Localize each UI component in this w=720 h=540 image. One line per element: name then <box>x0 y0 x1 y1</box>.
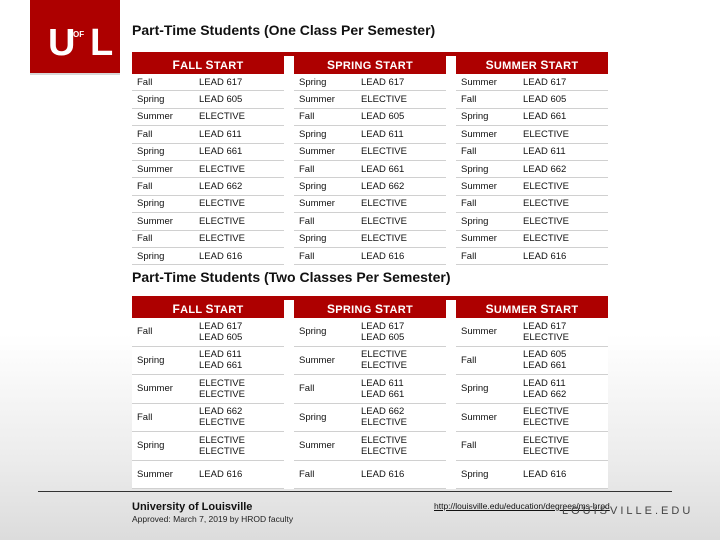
semester-cell: Summer <box>461 411 497 423</box>
course-code: LEAD 616 <box>361 468 405 480</box>
schedule-column <box>456 56 608 265</box>
column-header <box>132 56 284 74</box>
column-gap <box>446 300 456 489</box>
course-code: ELECTIVE <box>199 445 245 457</box>
course-code: LEAD 616 <box>523 250 567 262</box>
table-row <box>456 109 608 126</box>
table-row <box>294 347 446 376</box>
course-code: ELECTIVE <box>199 377 245 389</box>
course-code: LEAD 605 <box>361 111 405 123</box>
semester-cell: Fall <box>299 111 315 123</box>
course-code: LEAD 605 <box>523 349 567 361</box>
semester-cell: Spring <box>137 354 165 366</box>
course-cell <box>195 349 284 371</box>
semester-cell: Summer <box>461 326 497 338</box>
course-cell <box>195 406 284 428</box>
course-code: LEAD 617 <box>523 320 567 332</box>
course-cell <box>519 349 608 371</box>
semester-cell: Fall <box>137 181 153 193</box>
course-cell <box>195 435 284 457</box>
schedule-grid-one-class <box>132 52 608 265</box>
table-row <box>456 461 608 490</box>
column-header-text: TART <box>383 60 414 72</box>
course-cell <box>357 94 446 105</box>
course-cell <box>195 164 284 175</box>
course-cell <box>357 378 446 400</box>
course-code: LEAD 662 <box>361 181 405 193</box>
footer-program-link[interactable]: http://louisville.edu/education/degrees/ms-hrod <box>434 501 610 511</box>
column-header-text: ALL <box>180 304 206 316</box>
semester-cell: Fall <box>137 128 153 140</box>
column-header <box>456 56 608 74</box>
course-code: LEAD 662 <box>361 406 405 418</box>
semester-cell: Fall <box>137 411 153 423</box>
course-cell <box>357 198 446 209</box>
table-row <box>456 74 608 91</box>
semester-cell: Fall <box>461 198 477 210</box>
section-title-one-class: Part-Time Students (One Class Per Semester) <box>132 22 436 38</box>
semester-cell: Spring <box>299 326 327 338</box>
course-code: ELECTIVE <box>361 233 407 245</box>
semester-cell: Fall <box>461 94 477 106</box>
semester-cell: Summer <box>461 181 497 193</box>
semester-cell: Spring <box>137 440 165 452</box>
course-cell <box>519 233 608 244</box>
semester-cell: Spring <box>137 198 165 210</box>
course-cell <box>357 77 446 88</box>
semester-cell: Fall <box>137 76 153 88</box>
column-header-text: S <box>205 302 214 316</box>
course-cell <box>195 129 284 140</box>
column-header-text: S <box>205 58 214 72</box>
table-row <box>132 461 284 490</box>
course-cell <box>195 469 284 480</box>
semester-cell: Spring <box>299 233 327 245</box>
column-gap <box>284 300 294 489</box>
course-cell <box>519 216 608 227</box>
semester-cell: Summer <box>461 233 497 245</box>
course-code: LEAD 616 <box>199 250 243 262</box>
course-cell <box>195 216 284 227</box>
table-row <box>456 161 608 178</box>
course-code: LEAD 611 <box>361 128 404 140</box>
course-code: ELECTIVE <box>361 215 407 227</box>
course-code: LEAD 661 <box>361 163 405 175</box>
semester-cell: Summer <box>299 146 335 158</box>
course-code: LEAD 661 <box>199 360 243 372</box>
column-header-text: S <box>374 58 384 72</box>
table-row <box>294 144 446 161</box>
semester-cell: Spring <box>137 250 165 262</box>
table-row <box>456 231 608 248</box>
course-cell <box>357 129 446 140</box>
footer-brand: LOUISVILLE.EDU <box>562 505 694 517</box>
semester-cell: Fall <box>137 233 153 245</box>
semester-cell: Summer <box>137 468 173 480</box>
table-row <box>132 178 284 195</box>
column-header-text: S <box>326 302 336 316</box>
column-header-text: F <box>172 58 181 72</box>
column-header-text: TART <box>213 304 244 316</box>
table-row <box>132 404 284 433</box>
logo-letter-u: U <box>48 22 74 64</box>
table-row <box>294 109 446 126</box>
footer-divider <box>38 491 672 492</box>
logo-letter-l: L <box>90 22 114 64</box>
course-code: LEAD 616 <box>361 250 405 262</box>
course-code: ELECTIVE <box>523 128 569 140</box>
course-cell <box>519 469 608 480</box>
semester-cell: Summer <box>137 215 173 227</box>
column-header-text: TART <box>548 60 579 72</box>
schedule-column <box>456 300 608 489</box>
table-row <box>294 213 446 230</box>
table-row <box>294 178 446 195</box>
column-header-text: PRING <box>335 304 375 316</box>
course-cell <box>519 77 608 88</box>
column-header <box>456 300 608 318</box>
university-logo <box>30 0 120 73</box>
course-code: ELECTIVE <box>523 233 569 245</box>
course-code: LEAD 611 <box>199 128 242 140</box>
semester-cell: Fall <box>461 250 477 262</box>
semester-cell: Spring <box>299 128 327 140</box>
course-cell <box>519 435 608 457</box>
semester-cell: Summer <box>137 383 173 395</box>
course-cell <box>195 198 284 209</box>
semester-cell: Summer <box>299 354 335 366</box>
course-code: ELECTIVE <box>523 406 569 418</box>
course-cell <box>519 321 608 343</box>
course-cell <box>195 251 284 262</box>
course-cell <box>519 198 608 209</box>
semester-cell: Spring <box>137 146 165 158</box>
table-row <box>456 91 608 108</box>
course-code: ELECTIVE <box>361 434 407 446</box>
table-row <box>132 318 284 347</box>
schedule-column <box>132 300 284 489</box>
course-code: LEAD 617 <box>199 76 243 88</box>
course-cell <box>357 349 446 371</box>
course-code: LEAD 662 <box>523 388 567 400</box>
footer-approved-note: Approved: March 7, 2019 by HROD faculty <box>132 514 294 524</box>
logo-underline <box>30 73 120 75</box>
table-row <box>132 248 284 265</box>
course-cell <box>357 181 446 192</box>
course-code: ELECTIVE <box>523 198 569 210</box>
table-row <box>456 126 608 143</box>
semester-cell: Fall <box>137 326 153 338</box>
semester-cell: Fall <box>461 440 477 452</box>
section-title-two-classes: Part-Time Students (Two Classes Per Semester) <box>132 269 451 285</box>
semester-cell: Spring <box>461 111 489 123</box>
semester-cell: Summer <box>461 128 497 140</box>
course-code: LEAD 662 <box>199 181 243 193</box>
course-cell <box>195 77 284 88</box>
course-code: LEAD 661 <box>199 146 243 158</box>
course-cell <box>519 111 608 122</box>
course-cell <box>519 378 608 400</box>
course-code: LEAD 611 <box>523 146 566 158</box>
table-row <box>294 404 446 433</box>
column-header-text: ALL <box>180 60 206 72</box>
course-cell <box>195 94 284 105</box>
course-code: ELECTIVE <box>199 198 245 210</box>
schedule-column <box>294 56 446 265</box>
course-code: ELECTIVE <box>361 360 407 372</box>
schedule-grid-two-classes <box>132 296 608 489</box>
semester-cell: Fall <box>299 250 315 262</box>
course-code: ELECTIVE <box>523 417 569 429</box>
semester-cell: Spring <box>299 411 327 423</box>
semester-cell: Spring <box>461 215 489 227</box>
course-code: ELECTIVE <box>361 417 407 429</box>
course-code: LEAD 605 <box>199 94 243 106</box>
table-row <box>294 461 446 490</box>
column-header-text: S <box>540 58 549 72</box>
table-row <box>132 213 284 230</box>
course-code: LEAD 617 <box>361 76 405 88</box>
column-header-text: S <box>374 302 384 316</box>
column-gap <box>284 56 294 265</box>
column-gap <box>446 56 456 265</box>
course-code: LEAD 611 <box>523 377 566 389</box>
table-row <box>294 432 446 461</box>
course-cell <box>519 146 608 157</box>
course-code: ELECTIVE <box>199 111 245 123</box>
course-code: LEAD 661 <box>361 388 405 400</box>
table-row <box>456 144 608 161</box>
course-code: ELECTIVE <box>523 215 569 227</box>
table-row <box>456 375 608 404</box>
course-cell <box>357 233 446 244</box>
table-row <box>294 375 446 404</box>
course-code: ELECTIVE <box>199 215 245 227</box>
course-code: ELECTIVE <box>361 146 407 158</box>
schedule-column <box>294 300 446 489</box>
course-code: ELECTIVE <box>199 233 245 245</box>
course-code: ELECTIVE <box>361 198 407 210</box>
semester-cell: Spring <box>461 163 489 175</box>
table-row <box>456 404 608 433</box>
course-cell <box>519 164 608 175</box>
course-code: LEAD 661 <box>523 111 567 123</box>
semester-cell: Fall <box>299 163 315 175</box>
course-code: LEAD 605 <box>199 331 243 343</box>
column-header-text: UMMER <box>493 304 541 316</box>
course-code: LEAD 617 <box>199 320 243 332</box>
course-code: LEAD 617 <box>361 320 405 332</box>
column-header-text: PRING <box>335 60 375 72</box>
table-row <box>294 318 446 347</box>
table-row <box>132 126 284 143</box>
semester-cell: Fall <box>461 146 477 158</box>
course-cell <box>357 146 446 157</box>
course-cell <box>357 406 446 428</box>
table-row <box>132 144 284 161</box>
table-row <box>294 248 446 265</box>
column-header-text: TART <box>213 60 244 72</box>
course-code: LEAD 617 <box>523 76 567 88</box>
course-cell <box>519 129 608 140</box>
course-code: LEAD 661 <box>523 360 567 372</box>
column-header-text: S <box>326 58 336 72</box>
course-cell <box>519 181 608 192</box>
semester-cell: Spring <box>461 383 489 395</box>
column-header-text: TART <box>383 304 414 316</box>
column-header-text: F <box>172 302 181 316</box>
course-code: ELECTIVE <box>361 94 407 106</box>
course-cell <box>357 435 446 457</box>
course-code: ELECTIVE <box>199 434 245 446</box>
table-row <box>132 231 284 248</box>
schedule-column <box>132 56 284 265</box>
course-cell <box>357 321 446 343</box>
table-row <box>132 91 284 108</box>
semester-cell: Spring <box>137 94 165 106</box>
course-code: LEAD 605 <box>361 331 405 343</box>
course-code: LEAD 611 <box>361 377 404 389</box>
table-row <box>294 91 446 108</box>
semester-cell: Fall <box>461 354 477 366</box>
table-row <box>456 318 608 347</box>
table-row <box>294 74 446 91</box>
semester-cell: Spring <box>461 468 489 480</box>
table-row <box>294 126 446 143</box>
table-row <box>456 248 608 265</box>
semester-cell: Fall <box>299 215 315 227</box>
column-header <box>132 300 284 318</box>
table-row <box>132 161 284 178</box>
semester-cell: Summer <box>299 94 335 106</box>
semester-cell: Summer <box>299 440 335 452</box>
course-cell <box>357 216 446 227</box>
course-code: ELECTIVE <box>523 445 569 457</box>
table-row <box>456 432 608 461</box>
course-code: LEAD 605 <box>523 94 567 106</box>
semester-cell: Spring <box>299 76 327 88</box>
table-row <box>294 161 446 178</box>
course-code: ELECTIVE <box>361 445 407 457</box>
semester-cell: Fall <box>299 468 315 480</box>
table-row <box>456 178 608 195</box>
course-cell <box>519 251 608 262</box>
course-cell <box>357 251 446 262</box>
table-row <box>456 213 608 230</box>
table-row <box>456 347 608 376</box>
course-code: ELECTIVE <box>199 163 245 175</box>
table-row <box>294 196 446 213</box>
course-cell <box>195 111 284 122</box>
course-cell <box>195 378 284 400</box>
course-cell <box>357 164 446 175</box>
semester-cell: Spring <box>299 181 327 193</box>
course-code: ELECTIVE <box>199 417 245 429</box>
course-cell <box>519 94 608 105</box>
semester-cell: Fall <box>299 383 315 395</box>
semester-cell: Summer <box>137 111 173 123</box>
logo-of: OF <box>73 30 85 39</box>
semester-cell: Summer <box>461 76 497 88</box>
column-header-text: S <box>485 302 494 316</box>
column-header <box>294 300 446 318</box>
column-header <box>294 56 446 74</box>
semester-cell: Summer <box>299 198 335 210</box>
column-header-text: S <box>540 302 549 316</box>
course-code: LEAD 616 <box>199 468 243 480</box>
column-header-text: S <box>485 58 494 72</box>
course-code: ELECTIVE <box>361 349 407 361</box>
table-row <box>294 231 446 248</box>
column-header-text: UMMER <box>493 60 541 72</box>
course-code: LEAD 662 <box>523 163 567 175</box>
course-cell <box>357 111 446 122</box>
course-cell <box>195 146 284 157</box>
table-row <box>132 196 284 213</box>
semester-cell: Summer <box>137 163 173 175</box>
course-code: ELECTIVE <box>523 434 569 446</box>
course-cell <box>357 469 446 480</box>
course-code: ELECTIVE <box>523 331 569 343</box>
course-code: LEAD 662 <box>199 406 243 418</box>
course-code: LEAD 616 <box>523 468 567 480</box>
course-code: ELECTIVE <box>523 181 569 193</box>
table-row <box>456 196 608 213</box>
course-code: ELECTIVE <box>199 388 245 400</box>
table-row <box>132 347 284 376</box>
table-row <box>132 109 284 126</box>
table-row <box>132 432 284 461</box>
table-row <box>132 74 284 91</box>
course-code: LEAD 611 <box>199 349 242 361</box>
course-cell <box>195 181 284 192</box>
course-cell <box>195 321 284 343</box>
course-cell <box>519 406 608 428</box>
column-header-text: TART <box>548 304 579 316</box>
table-row <box>132 375 284 404</box>
course-cell <box>195 233 284 244</box>
footer-university-name: University of Louisville <box>132 501 253 513</box>
